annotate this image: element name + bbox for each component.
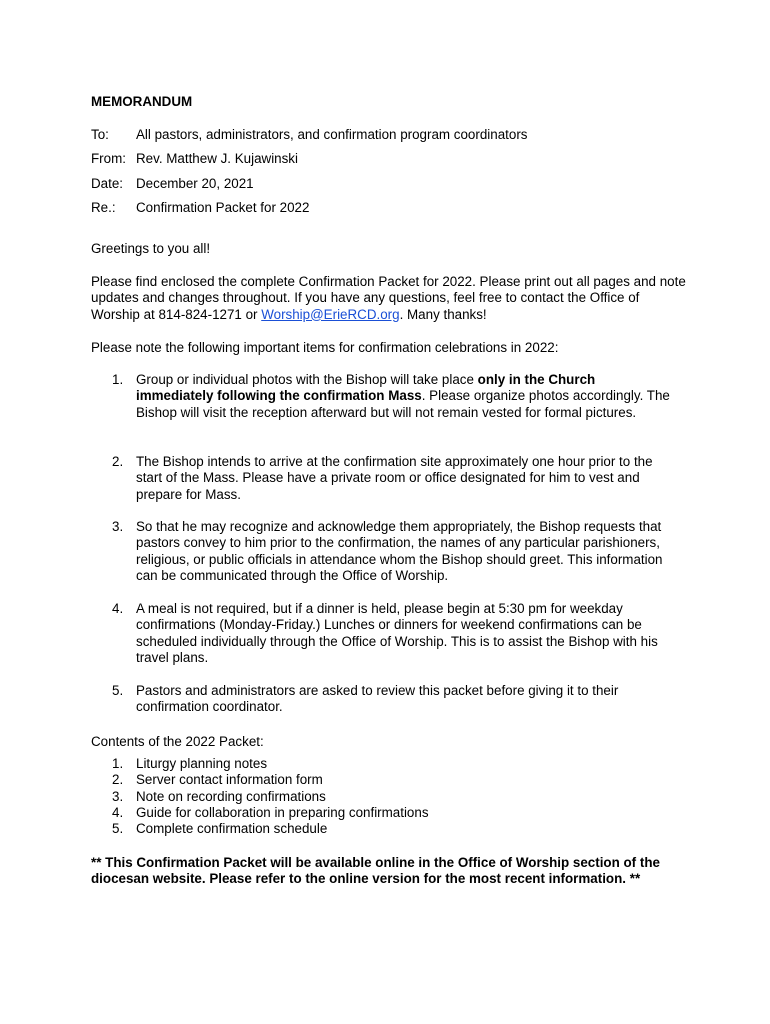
item-number: 5.	[112, 683, 124, 698]
item-text	[136, 372, 676, 421]
item-number: 3.	[112, 519, 124, 534]
contents-item	[112, 789, 429, 805]
contents-list	[112, 756, 429, 837]
contents-item-text: Server contact information form	[136, 772, 323, 788]
contents-item-number: 2.	[112, 772, 124, 788]
item-text-part: Group or individual photos with the Bishop will take place	[136, 372, 478, 387]
header-value: Rev. Matthew J. Kujawinski	[136, 151, 298, 166]
contents-item-number: 3.	[112, 788, 124, 804]
item-text: Pastors and administrators are asked to review this packet before giving it to their confirmation coordinator.	[136, 683, 619, 715]
item-bold-text: only in the Church immediately following the confirmation Mass	[136, 372, 596, 404]
list-item	[112, 683, 682, 716]
item-text: The Bishop intends to arrive at the confirmation site approximately one hour prior to the start of the Mass. Please have a private room or office designated for him to vest and prepare for Mass.	[136, 454, 653, 502]
item-text-part: . Please organize photos accordingly. The Bishop will visit the reception afterward but will not remain vested for formal pictures.	[136, 388, 670, 420]
contents-item	[112, 772, 429, 788]
contents-item-text: Liturgy planning notes	[136, 756, 268, 771]
email-link[interactable]: Worship@ErieRCD.org	[261, 306, 400, 322]
contents-item-text: Complete confirmation schedule	[136, 821, 328, 837]
header-label: To:	[91, 127, 109, 142]
header-value: Confirmation Packet for 2022	[136, 200, 310, 215]
item-text: A meal is not required, but if a dinner is held, please begin at 5:30 pm for weekday confirmations (Monday-Friday.) Lunches or dinners for weekend confirmations can be scheduled individually through the Office of Worship. This is to assist the Bishop with his travel plans.	[136, 601, 658, 665]
contents-item-text: Guide for collaboration in preparing confirmations	[136, 804, 429, 820]
final-note: ** This Confirmation Packet will be available online in the Office of Worship section of the diocesan website. Please refer to the online version for the most recent information. **	[91, 855, 660, 887]
header-re-row	[91, 200, 309, 216]
contents-item	[112, 821, 429, 837]
list-item	[112, 372, 682, 421]
header-date-row	[91, 176, 254, 192]
item-number: 2.	[112, 454, 124, 469]
contents-item-number: 5.	[112, 821, 124, 837]
greeting: Greetings to you all!	[91, 241, 211, 256]
contents-item	[112, 805, 429, 821]
intro-text-end: . Many thanks!	[399, 306, 487, 322]
item-number: 1.	[112, 372, 124, 387]
intro-text: Please find enclosed the complete Confirmation Packet for 2022. Please print out all pages and note updates and changes throughout. If you have any questions, feel free to contact the Office of Worship at 814-824-1271 or	[91, 274, 686, 322]
header-from-row	[91, 151, 298, 167]
item-text: So that he may recognize and acknowledge them appropriately, the Bishop requests that pastors convey to him prior to the confirmation, the names of any particular parishioners, religious, or public officials in attendance whom the Bishop should greet. This information can be communicated through the Office of Worship.	[136, 519, 663, 583]
item-number: 4.	[112, 601, 124, 616]
contents-item-number: 1.	[112, 756, 124, 771]
contents-item	[112, 756, 429, 772]
header-value: December 20, 2021	[136, 176, 254, 191]
important-intro: Please note the following important items for confirmation celebrations in 2022:	[91, 340, 559, 355]
header-label: Date:	[91, 176, 124, 191]
contents-item-text: Note on recording confirmations	[136, 788, 326, 804]
contents-item-number: 4.	[112, 804, 124, 820]
header-to-row	[91, 127, 527, 143]
intro-paragraph	[91, 274, 686, 323]
list-item	[112, 519, 682, 584]
list-item	[112, 454, 682, 503]
header-value: All pastors, administrators, and confirmation program coordinators	[136, 127, 528, 142]
header-label: Re.:	[91, 200, 116, 215]
header-label: From:	[91, 151, 126, 166]
contents-title: Contents of the 2022 Packet:	[91, 734, 264, 749]
memo-title: MEMORANDUM	[91, 94, 193, 109]
list-item	[112, 601, 682, 666]
